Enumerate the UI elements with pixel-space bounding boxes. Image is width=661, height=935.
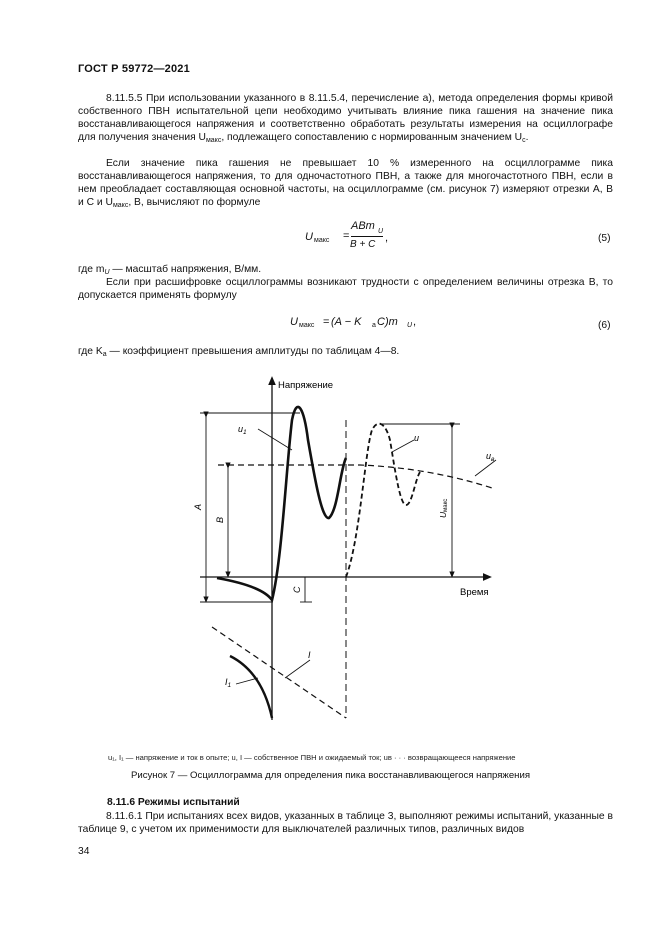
document-header: ГОСТ Р 59772—2021 [78,63,190,75]
return-voltage-curve [218,465,492,488]
label-i: I [308,650,311,660]
formula-6-number: (6) [598,320,611,331]
formula-5: U макс = ABm U B + C , [305,220,389,250]
paragraph-8-11-6-1: 8.11.6.1 При испытаниях всех видов, указанных в таблице 3, выполняют режимы испытаний, указанные в таблице 9, с учетом их применимости для выключателей различных типов, различных видов [78,811,613,835]
label-b: B [215,516,225,523]
label-c: C [292,586,302,593]
paragraph-8-11-5-5: 8.11.5.5 При использовании указанного в 8.11.5.4, перечисление а), метода определения формы кривой собственного ПВН испытательной цепи необходимо учитывать влияние пика гашения на значение пика восстанавливающегося напряжения и соответственно обработать результаты измерения на осциллографе для получения значения $U_{макс}$, подлежащего сопоставлению с нормированным значением $U_с$. [78,93,613,144]
label-u1: $u_1$ [238,424,247,436]
label-a: A [193,503,203,510]
figure-legend: u₁, I₁ — напряжение и ток в опыте; u, I — собственное ПВН и ожидаемый ток; uв · · · возвращающееся напряжение [108,753,516,762]
i1-curve [230,656,272,718]
leader-u1 [258,429,292,450]
y-axis-label: Напряжение [278,380,334,391]
leader-i1 [236,678,258,684]
paragraph-ka-definition: где $K_a$ — коэффициент превышения амплитуды по таблицам 4—8. [78,346,400,358]
x-axis-label: Время [460,587,489,598]
formula-6: U макс = (A − K a C)m U , [290,316,417,329]
section-title: 8.11.6 Режимы испытаний [107,797,240,808]
i-curve [212,627,346,718]
leader-i [285,660,310,678]
figure-caption: Рисунок 7 — Осциллограмма для определения пика восстанавливающегося напряжения [130,770,531,781]
formula-5-number: (5) [598,233,611,244]
page-number: 34 [78,846,90,857]
label-i1: $I_1$ [225,677,232,689]
u-curve [346,424,420,577]
leader-u [392,440,414,452]
u1-curve [217,407,346,600]
paragraph-mu-definition: где $m_U$ — масштаб напряжения, В/мм. [78,264,262,276]
paragraph-peak-condition: Если значение пика гашения не превышает 10 % измеренного на осциллограмме пика восстанавливающегося напряжения, то для одночастотного ПВН, а также для многочастотного ПВН, если в нем преобладает составляющая основной частоты, на осциллограмме (см. рисунок 7) измеряют отрезки A, B и C и $U_{макс}$, В, вычисляют по формуле [78,158,613,209]
paragraph-difficulty: Если при расшифровке осциллограммы возникают трудности с определением величины отрезка B, то допускается применять формулу [78,277,613,301]
label-umax: Uмакс [438,498,449,518]
label-u: u [414,433,420,443]
label-uv: $u_в$ [486,451,495,463]
